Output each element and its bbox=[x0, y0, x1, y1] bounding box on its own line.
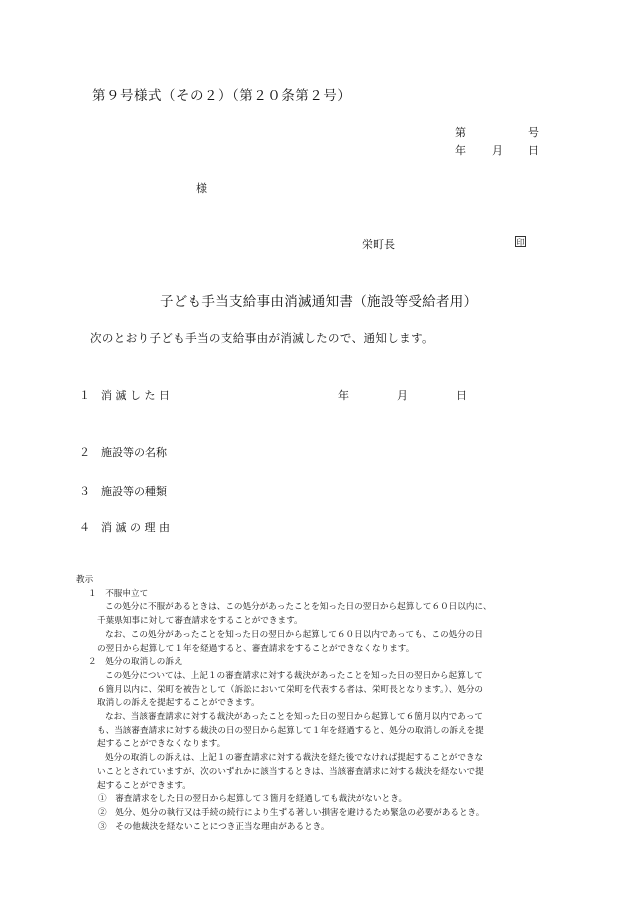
document-number-suffix: 号 bbox=[528, 126, 539, 139]
vanish-date-year: 年 bbox=[338, 389, 349, 402]
notes-paragraph-line: の翌日から起算して１年を経過すると、審査請求をすることができなくなります。 bbox=[97, 643, 415, 654]
notes-paragraph-line: 取消しの訴えを提起することができます。 bbox=[97, 698, 260, 709]
item-label-facility-type: 施設等の種類 bbox=[101, 485, 167, 498]
vanish-date-month: 月 bbox=[397, 389, 408, 402]
notes-paragraph-line: 起することができます。 bbox=[97, 780, 191, 791]
notes-paragraph-line: も、当該審査請求に対する裁決の日の翌日から起算して１年を経過すると、処分の取消しの訴えを提 bbox=[97, 725, 484, 736]
notes-paragraph-line: 千葉県知事に対して審査請求をすることができます。 bbox=[97, 616, 303, 627]
notes-paragraph-line: 起することができなくなります。 bbox=[97, 739, 226, 750]
issue-date-year: 年 bbox=[455, 144, 466, 157]
vanish-date-day: 日 bbox=[456, 389, 467, 402]
notes-list-item: ① 審査請求をした日の翌日から起算して３箇月を経過しても裁決がないとき。 bbox=[98, 794, 408, 805]
instruction-notes bbox=[76, 574, 566, 834]
item-number-2: ２ bbox=[79, 446, 90, 459]
item-number-1: １ bbox=[79, 389, 90, 402]
notes-paragraph-line: この処分については、上記１の審査請求に対する裁決があったことを知った日の翌日から起算して bbox=[105, 670, 483, 681]
item-label-vanish-date: 消 滅 し た 日 bbox=[101, 389, 170, 402]
issue-date-day: 日 bbox=[528, 144, 539, 157]
notes-paragraph-line: この処分に不服があるときは、この処分があったことを知った日の翌日から起算して６０日以内に、 bbox=[105, 602, 492, 613]
notes-heading: 教示 bbox=[76, 575, 94, 585]
form-number: 第９号様式（その２）（第２０条第２号） bbox=[92, 88, 352, 104]
notes-list-item: ③ その他裁決を経ないことにつき正当な理由があるとき。 bbox=[98, 821, 330, 832]
notes-paragraph-line: 処分の取消しの訴えは、上記１の審査請求に対する裁決を経た後でなければ提起することができな bbox=[105, 753, 484, 764]
issue-date-month: 月 bbox=[492, 144, 503, 157]
notes-paragraph-line: なお、この処分があったことを知った日の翌日から起算して６０日以内であっても、この処分の日 bbox=[105, 629, 483, 640]
notes-paragraph-line: なお、当該審査請求に対する裁決があったことを知った日の翌日から起算して６箇月以内であって bbox=[105, 712, 483, 723]
notes-section-heading: ２ 処分の取消しの訴え bbox=[88, 657, 183, 668]
addressee-suffix: 様 bbox=[196, 182, 207, 195]
notes-list-item: ② 処分、処分の執行又は手続の続行により生ずる著しい損害を避けるため緊急の必要があるとき。 bbox=[98, 807, 485, 818]
item-label-reason: 消 滅 の 理 由 bbox=[101, 521, 170, 534]
item-label-facility-name: 施設等の名称 bbox=[101, 446, 167, 459]
seal-stamp-mark: 印 bbox=[516, 238, 525, 247]
item-number-4: ４ bbox=[79, 521, 90, 534]
item-number-3: ３ bbox=[79, 485, 90, 498]
document-title: 子ども手当支給事由消滅通知書（施設等受給者用） bbox=[160, 294, 478, 310]
document-number-prefix: 第 bbox=[455, 126, 466, 139]
notes-section-heading: １ 不服申立て bbox=[88, 588, 149, 599]
notes-paragraph-line: ６箇月以内に、栄町を被告として（訴訟において栄町を代表する者は、栄町長となります。）、処分の bbox=[97, 684, 484, 695]
sender-name: 栄町長 bbox=[362, 238, 395, 251]
lead-text: 次のとおり子ども手当の支給事由が消滅したので、通知します。 bbox=[90, 331, 434, 345]
notes-paragraph-line: いこととされていますが、次のいずれかに該当するときは、当該審査請求に対する裁決を経ないで提 bbox=[97, 766, 484, 777]
